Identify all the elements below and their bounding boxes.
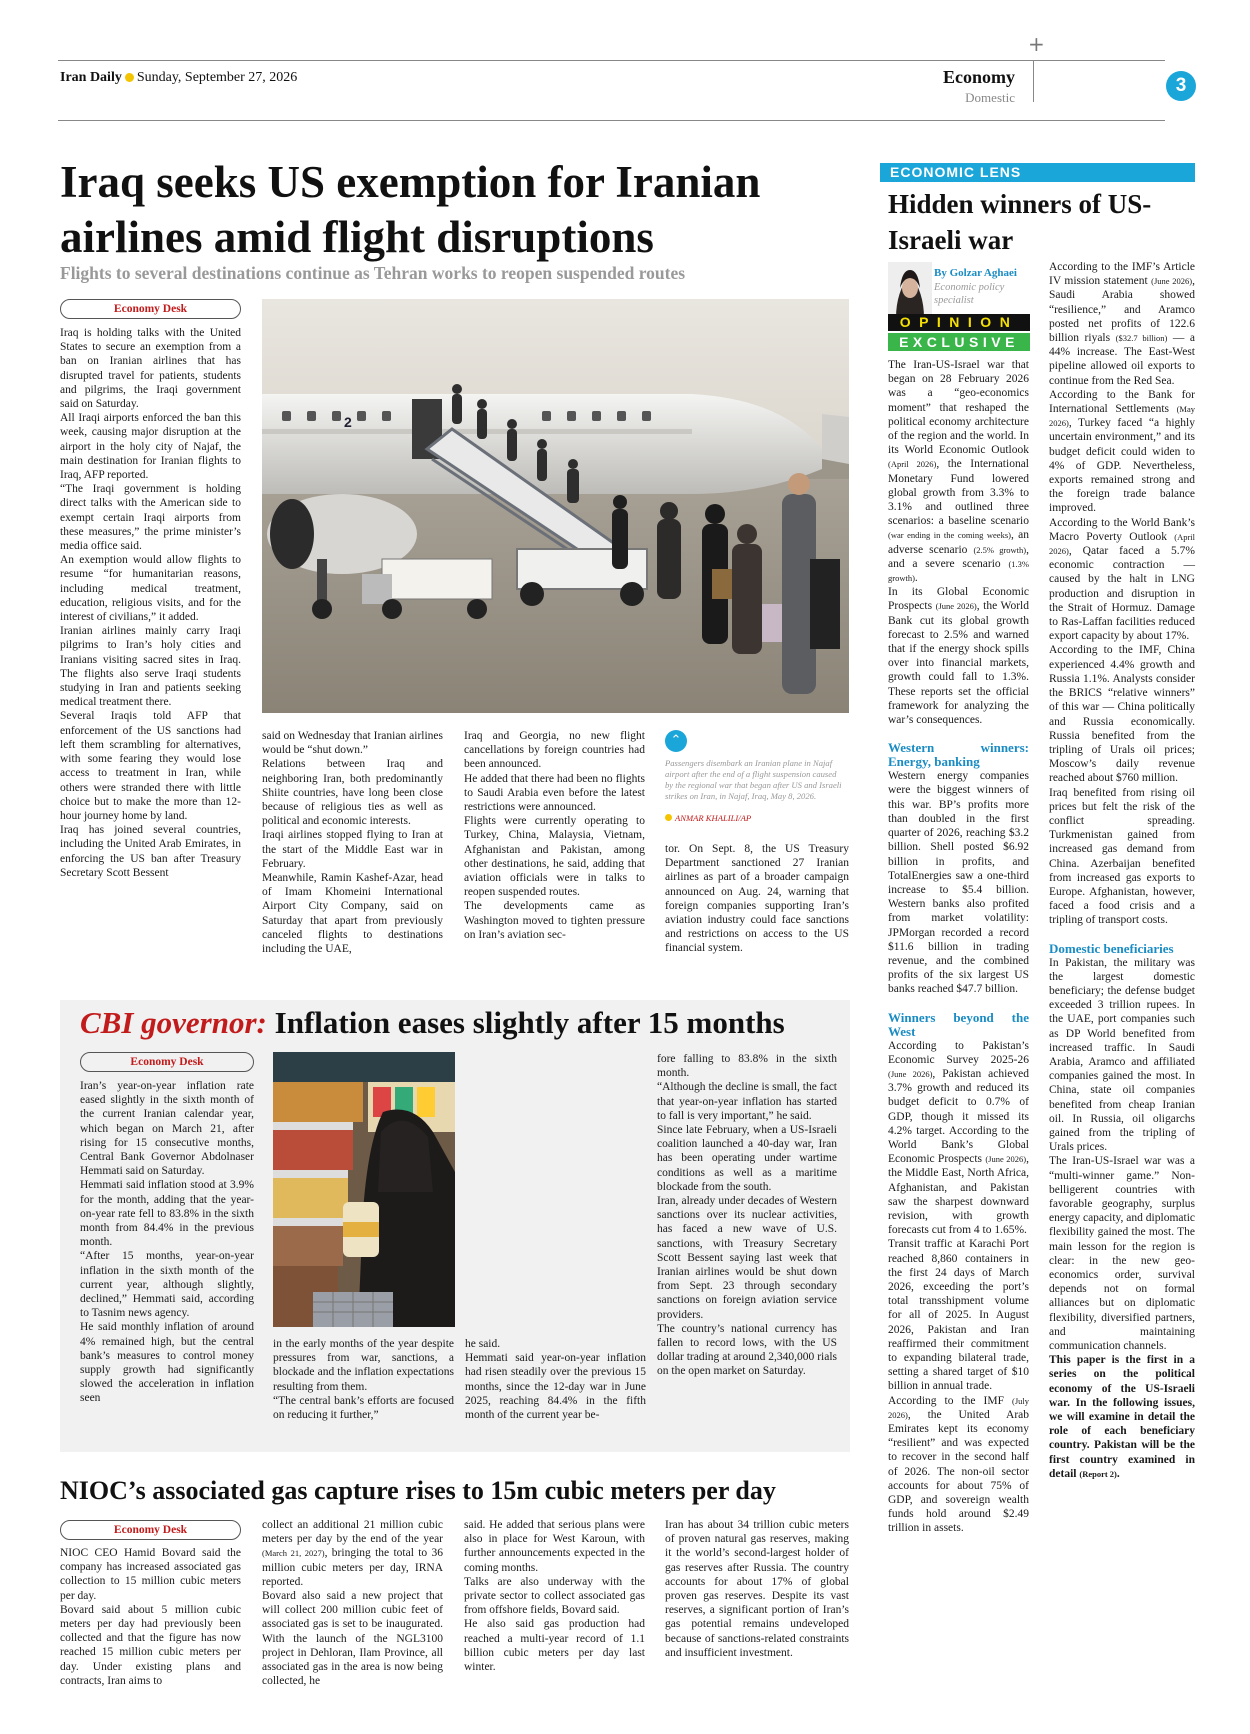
paragraph: Several Iraqis told AFP that enforcement of the US sanctions had left them scrambling for alternatives, with some fearing they would lose access to treatment in Iran, while others were stranded there with little choice but to make the more than 12-hour journey home by land. xyxy=(60,710,241,822)
paragraph: fore falling to 83.8% in the sixth month. xyxy=(657,1053,837,1080)
paragraph: he said. xyxy=(465,1338,501,1350)
text: According to the IMF’s Article IV mission statement xyxy=(1049,261,1195,288)
nioc-headline: NIOC’s associated gas capture rises to 15m cubic meters per day xyxy=(60,1476,776,1505)
paragraph: The country’s national currency has fallen to record lows, with the US dollar trading at around 2,340,000 rials on the open market on Saturday. xyxy=(657,1322,837,1378)
main-story-col1 xyxy=(60,326,241,880)
paragraph: In Pakistan, the military was the largest domestic beneficiary; the defense budget exceeded 3 trillion rupees. In the UAE, port companies such as DP World benefited from increased traffic. In Saudi Arabia, Aramco and affiliated companies gained the most. In China, state oil companies benefited from cheap Iranian oil. In Russia, oil oligarchs gained from the tripling of Urals prices. xyxy=(1049,956,1195,1154)
paragraph: Iraqi airlines stopped flying to Iran at the start of the Middle East war in February. xyxy=(262,829,443,870)
expand-caption-icon[interactable]: ⌃ xyxy=(665,730,687,752)
cbi-story-col2 xyxy=(273,1337,454,1422)
main-subheadline: Flights to several destinations continue as Tehran works to reopen suspended routes xyxy=(60,263,686,283)
header-bottom-rule xyxy=(58,120,1165,121)
paragraph: Iran has about 34 trillion cubic meters of proven natural gas reserves, making it the world’s second-largest holder of gas reserves after Russia. The country accounts for about 17% of global proven gas reserves. Despite its vast reserves, a significant portion of Iran’s gas potential remains undeveloped because of sanctions-related constraints and insufficient investment. xyxy=(665,1519,849,1659)
subsection-title: Domestic xyxy=(965,90,1015,105)
paragraph: said. He added that serious plans were also in place for West Karoun, with further announcements expected in the coming months. xyxy=(464,1519,645,1574)
cbi-story-col3 xyxy=(465,1337,646,1422)
airport-photo xyxy=(262,299,849,713)
cbi-headline xyxy=(80,1005,850,1041)
series-note xyxy=(1049,1353,1195,1481)
paragraph: He said monthly inflation of around 4% remained high, but the central bank’s measures to control money supply growth had significantly slowed the acceleration in inflation seen xyxy=(80,1321,254,1405)
paragraph: The Iran-US-Israel war was a “multi-winner game.” Non-belligerent countries with favorable geography, surplus energy capacity, and diplomatic flexibility gained the most. The main lesson for the region is clear: in the new geo-economics order, survival depends not on formal alliances but on diplomatic flexibility, diversified partners, and maintaining communication channels. xyxy=(1049,1155,1195,1353)
paragraph: in the early months of the year despite pressures from war, sanctions, a blockade and the inflation expectations resulting from them. xyxy=(273,1338,454,1393)
issue-date: Sunday, September 27, 2026 xyxy=(136,70,298,85)
text: , the United Arab Emirates kept its economy “resilient” and was expected to recover in the second half of 2026. The non-oil sector accounts for about 75% of GDP, and sovereign wealth funds hold around $2.49 trillion in assets. xyxy=(888,1408,1029,1535)
date-note: (war ending in the coming weeks) xyxy=(888,530,1011,541)
header-top-rule xyxy=(58,60,1165,61)
main-story-col2 xyxy=(262,729,443,956)
subheading: Western winners: Energy, banking xyxy=(888,740,1029,770)
text: This paper is the first in a series on the political economy of the US-Israeli war. In the following issues, we will examine in detail the role of each beneficiary country. Pakistan will be the first country examined in detail xyxy=(1049,1354,1195,1480)
nioc-story-col3 xyxy=(464,1518,645,1674)
text: , Qatar faced a 5.7% economic contraction — caused by the halt in LNG production and disruption in the Strait of Hormuz. Damage to Ras-Laffan facilities reduced export capacity by about 17%. xyxy=(1049,545,1195,643)
text: . xyxy=(1116,1467,1120,1480)
paper-name: Iran Daily xyxy=(60,70,122,85)
paragraph xyxy=(888,358,1029,585)
date-note: (May 2026) xyxy=(1049,404,1195,429)
cbi-headline-text: Inflation eases slightly after 15 months xyxy=(274,1005,785,1040)
nioc-story-col1 xyxy=(60,1546,241,1688)
credit-dot-icon xyxy=(665,814,672,821)
paragraph xyxy=(262,1518,443,1589)
paragraph: Iraq is holding talks with the United States to secure an exemption from a ban on Iranian airlines that has disrupted travel for patients, students and pilgrims, the Iraqi government said on Saturday. xyxy=(60,327,241,411)
text: According to the World Bank’s Macro Poverty Outlook xyxy=(1049,516,1195,543)
text: In its Global Economic Prospects xyxy=(888,586,1029,613)
date-note: (April 2026) xyxy=(888,459,937,470)
date-note: (1.3% growth) xyxy=(888,558,1029,584)
date-note: (July 2026) xyxy=(888,1395,1030,1420)
main-headline: Iraq seeks US exemption for Iranian airlines amid flight disruptions xyxy=(60,157,761,262)
text: According to Pakistan’s Economic Survey 2025-26 xyxy=(888,1039,1029,1066)
date-note: (June 2026) xyxy=(985,1154,1027,1165)
nioc-story-col4 xyxy=(665,1518,849,1660)
woman-shopping-illustration xyxy=(273,1052,455,1327)
paragraph: “After 15 months, year-on-year inflation in the sixth month of the current year, although slightly, declined,” Hemmati said, according to Tasnim news agency. xyxy=(80,1250,254,1320)
text: , and a severe scenario xyxy=(888,543,1030,570)
paragraph: “Although the decline is small, the fact that year-on-year inflation has started to fall is very important,” he said. xyxy=(657,1081,837,1122)
section-title: Economy xyxy=(943,67,1015,87)
text: — a 44% increase. The East-West pipeline allowed oil exports to continue from the Red Sea. xyxy=(1049,332,1195,387)
text: , Saudi Arabia showed “resilience,” and Aramco posted net profits of 122.6 billion riyals xyxy=(1049,275,1195,345)
paragraph xyxy=(1049,388,1195,516)
photo-credit-text: ANMAR KHALILI/AP xyxy=(675,813,752,823)
text: , Pakistan achieved 3.7% growth and reduced its budget deficit to 0.7% of GDP, though it missed its 4.2% target. According to the World Bank’s Global Economic Prospects xyxy=(888,1067,1029,1166)
page-number-badge: 3 xyxy=(1166,71,1196,101)
paragraph: Iraq benefited from rising oil prices but felt the risk of the conflict spreading. Turkmenistan gained from increased gas demand from China. Azerbaijan benefited from increased gas exports to Europe. Afghanistan, however, faced a food crisis and a tripling of transport costs. xyxy=(1049,786,1195,927)
subheading: Winners beyond the West xyxy=(888,1009,1029,1039)
paragraph: According to the IMF, China experienced 4.4% growth and Russia 1.1%. Analysts consider the BRICS “relative winners” of this war — China politically and Russia economically. Russia benefited from the tripling of Urals oil prices; Moscow’s daily revenue reached about $760 million. xyxy=(1049,644,1195,785)
exclusive-badge: EXCLUSIVE xyxy=(888,333,1030,351)
text: . xyxy=(914,572,918,585)
main-story-col4 xyxy=(665,842,849,956)
text: , the International Monetary Fund lowered global growth from 3.3% to 3.1% and outlined three scenarios: a baseline scenario xyxy=(888,458,1029,528)
text: , an adverse scenario xyxy=(888,529,1029,556)
date-note: (April 2026) xyxy=(1049,531,1196,557)
desk-label: Economy Desk xyxy=(80,1052,254,1072)
value-note: ($32.7 billion) xyxy=(1115,333,1168,344)
paragraph: Talks are also underway with the private sector to collect associated gas from offshore fields, Bovard said. xyxy=(464,1575,645,1617)
separator-dot-icon xyxy=(125,73,134,82)
paragraph: Iran’s year-on-year inflation rate eased slightly in the sixth month of the current Iranian calendar year, which began on March 21, after rising for 15 consecutive months, Central Bank Governor Abdolnaser Hemmati said on Saturday. xyxy=(80,1080,254,1178)
airplane-passengers-illustration xyxy=(262,299,849,713)
date-note: (June 2026) xyxy=(888,1068,933,1079)
date-note: (June 2026) xyxy=(1151,276,1193,287)
paragraph xyxy=(888,1394,1029,1536)
text: According to the IMF xyxy=(888,1394,1004,1407)
paragraph: Iraq has joined several countries, including the United Arab Emirates, in enforcing the US ban after Treasury Secretary Scott Bessent xyxy=(60,824,241,879)
subheading: Domestic beneficiaries xyxy=(1049,940,1174,956)
paragraph: Since late February, when a US-Israeli coalition launched a 40-day war, Iran has been operating under wartime conditions as well as a maritime blockade from the south. xyxy=(657,1124,837,1193)
cbi-story-col4 xyxy=(657,1052,837,1379)
paragraph xyxy=(1049,260,1195,388)
paragraph: Relations between Iraq and neighboring Iran, both predominantly Shiite countries, have long been close because of religious ties as well as political and economic interests. xyxy=(262,758,443,828)
text: , Turkey faced “a highly uncertain environment,” and its budget deficit could widen to 4% of GDP. Nevertheless, exports remained strong and the foreign trade balance improved. xyxy=(1049,417,1195,515)
paragraph xyxy=(888,1039,1029,1238)
opinion-title: Hidden winners of US-Israeli war xyxy=(888,189,1152,255)
paragraph xyxy=(888,585,1029,727)
paragraph: Bovard said about 5 million cubic meters per day had previously been collected and that the figure has now reached 15 million cubic meters per day. Under existing plans and contracts, Iran aims to xyxy=(60,1603,241,1687)
author-name: By Golzar Aghaei xyxy=(934,267,1017,279)
paragraph: Iranian airlines mainly carry Iraqi pilgrims to Iran’s holy cities and Iranians visiting sacred sites in Iraq. The flights also serve Iraqi students studying in Iran and patients seeking medical treatment there. xyxy=(60,625,241,709)
paragraph: Iraq and Georgia, no new flight cancellations by foreign countries had been announced. xyxy=(464,730,645,771)
paragraph: He also said gas production had reached a multi-year record of 1.1 billion cubic meters per day last winter. xyxy=(464,1618,645,1674)
paragraph: Transit traffic at Karachi Port reached 8,860 containers in the first 24 days of March 2026, exceeding the port’s total transshipment volume for all of 2025. In August 2026, Pakistan and Iran reaffirmed their commitment to expanding bilateral trade, setting a shared target of $10 billion in annual trade. xyxy=(888,1238,1029,1393)
text: , the World Bank cut its global growth forecast to 2.5% and warned that if the energy shock spills over into financial markets, growth could fall to 1.3%. These reports set the official framework for analyzing the war’s consequences. xyxy=(888,600,1029,727)
paragraph: Hemmati said year-on-year inflation had risen steadily over the previous 15 months, since the 12-day war in June 2025, reaching 84.4% in the fifth month of the current year be- xyxy=(465,1352,646,1422)
paragraph: “The Iraqi government is holding direct talks with the American side to exempt certain Iraqi airports from these measures,” the prime minister’s media office said. xyxy=(60,483,241,553)
paragraph: said on Wednesday that Iranian airlines would be “shut down.” xyxy=(262,730,443,757)
desk-label: Economy Desk xyxy=(60,1520,241,1540)
paragraph: Hemmati said inflation stood at 3.9% for the month, adding that the year-on-year rate fell to 83.8% in the sixth month from 84.4% in the previous month. xyxy=(80,1179,254,1249)
paragraph: “The central bank’s efforts are focused on reducing it further,” xyxy=(273,1394,454,1422)
paragraph: Iran, already under decades of Western sanctions over its nuclear activities, has faced a new wave of U.S. sanctions, with Treasury Secretary Scott Bessent saying last week that Iranian airlines would be shut down from Sept. 23 through secondary sanctions on foreign aviation service providers. xyxy=(657,1195,837,1321)
paragraph: tor. On Sept. 8, the US Treasury Department sanctioned 27 Iranian airlines as part of a broader campaign announced on Aug. 24, warning that foreign companies supporting Iran’s aviation industry could face sanctions and restrictions on access to the US financial system. xyxy=(665,843,849,955)
date-note: (2.5% growth) xyxy=(973,544,1027,555)
lens-col2 xyxy=(1049,260,1195,1481)
paragraph: He added that there had been no flights to Saudi Arabia even before the latest restrictions were announced. xyxy=(464,772,645,814)
text: According to the Bank for International Settlements xyxy=(1049,388,1195,416)
main-story-col3 xyxy=(464,729,645,942)
cbi-story-col1 xyxy=(80,1079,254,1406)
author-avatar xyxy=(888,262,932,318)
author-role: Economic policy specialist xyxy=(934,282,1005,306)
text: collect an additional 21 million cubic meters per day by the end of the year xyxy=(262,1519,443,1546)
paragraph: The developments came as Washington moved to tighten pressure on Iran’s aviation sec- xyxy=(464,900,645,941)
crop-mark-icon: + xyxy=(1028,32,1045,56)
paragraph: An exemption would allow flights to resume “for humanitarian reasons, including medical treatment, education, religious visits, and for the interest of civilians,” it added. xyxy=(60,554,241,624)
nioc-story-col2 xyxy=(262,1518,443,1688)
paragraph: All Iraqi airports enforced the ban this week, causing major disruption at the airport in the holy city of Najaf, the main destination for Iranian flights to Iraq, AFP reported. xyxy=(60,412,241,482)
paragraph: Flights were currently operating to Turkey, China, Malaysia, Vietnam, Afghanistan and Pakistan, among other destinations, he said, adding that aviation officials were in talks to reopen suspended routes. xyxy=(464,815,645,899)
economic-lens-label: ECONOMIC LENS xyxy=(880,163,1195,182)
author-portrait-icon xyxy=(888,262,932,318)
cbi-headline-prefix: CBI governor: xyxy=(80,1005,267,1040)
text: , bringing the total to 36 million cubic meters per day, IRNA reported. xyxy=(262,1547,443,1588)
paragraph xyxy=(1049,516,1195,644)
report-note: (Report 2) xyxy=(1079,1468,1117,1479)
svg-text:2: 2 xyxy=(344,414,352,430)
paragraph: Bovard also said a new project that will collect 200 million cubic feet of associated gas is set to be inaugurated. With the launch of the NGL3100 project in Dehloran, Ilam Province, all associated gas in the area is now being collected, he xyxy=(262,1590,443,1688)
paragraph: Meanwhile, Ramin Kashef-Azar, head of Imam Khomeini International Airport City Company, said on Saturday that apart from previously canceled flights to destinations including the UAE, xyxy=(262,872,443,956)
text: The Iran-US-Israel war that began on 28 February 2026 was a “geo-economics moment” that reshaped the political economy architecture of the region and the world. In its World Economic Outlook xyxy=(888,359,1029,457)
supermarket-photo xyxy=(273,1052,455,1327)
masthead xyxy=(60,70,297,86)
lens-col1 xyxy=(888,358,1029,1536)
header-divider xyxy=(1033,60,1034,102)
desk-label: Economy Desk xyxy=(60,299,241,319)
text: , the Middle East, North Africa, Afghanistan, and Pakistan saw the sharpest downward revision, with growth forecasts cut from 4 to 1.65%. xyxy=(888,1153,1030,1237)
photo-credit xyxy=(665,813,751,823)
date-note: (March 21, 2027) xyxy=(262,1548,325,1559)
paragraph: NIOC CEO Hamid Bovard said the company has increased associated gas collection to 15 million cubic meters per day. xyxy=(60,1547,241,1602)
photo-caption: Passengers disembark an Iranian plane in Najaf airport after the end of a flight suspension caused by the regional war that began after US and Israeli strikes on Iran, in Najaf, Iraq, May 8, 2026. xyxy=(665,758,842,801)
paragraph: Western energy companies were the biggest winners of this war. BP’s profits more than doubled in the first quarter of 2026, reaching $3.2 billion. Shell posted $6.92 billion in profits, and TotalEnergies saw a one-third increase to $5.4 billion. Western banks also profited from market volatility: JPMorgan recorded a record $11.6 billion in trading revenue, and the combined profits of the six largest US banks reached $47.7 billion. xyxy=(888,770,1029,996)
date-note: (June 2026) xyxy=(935,601,977,612)
opinion-badge: OPINION xyxy=(888,314,1030,331)
